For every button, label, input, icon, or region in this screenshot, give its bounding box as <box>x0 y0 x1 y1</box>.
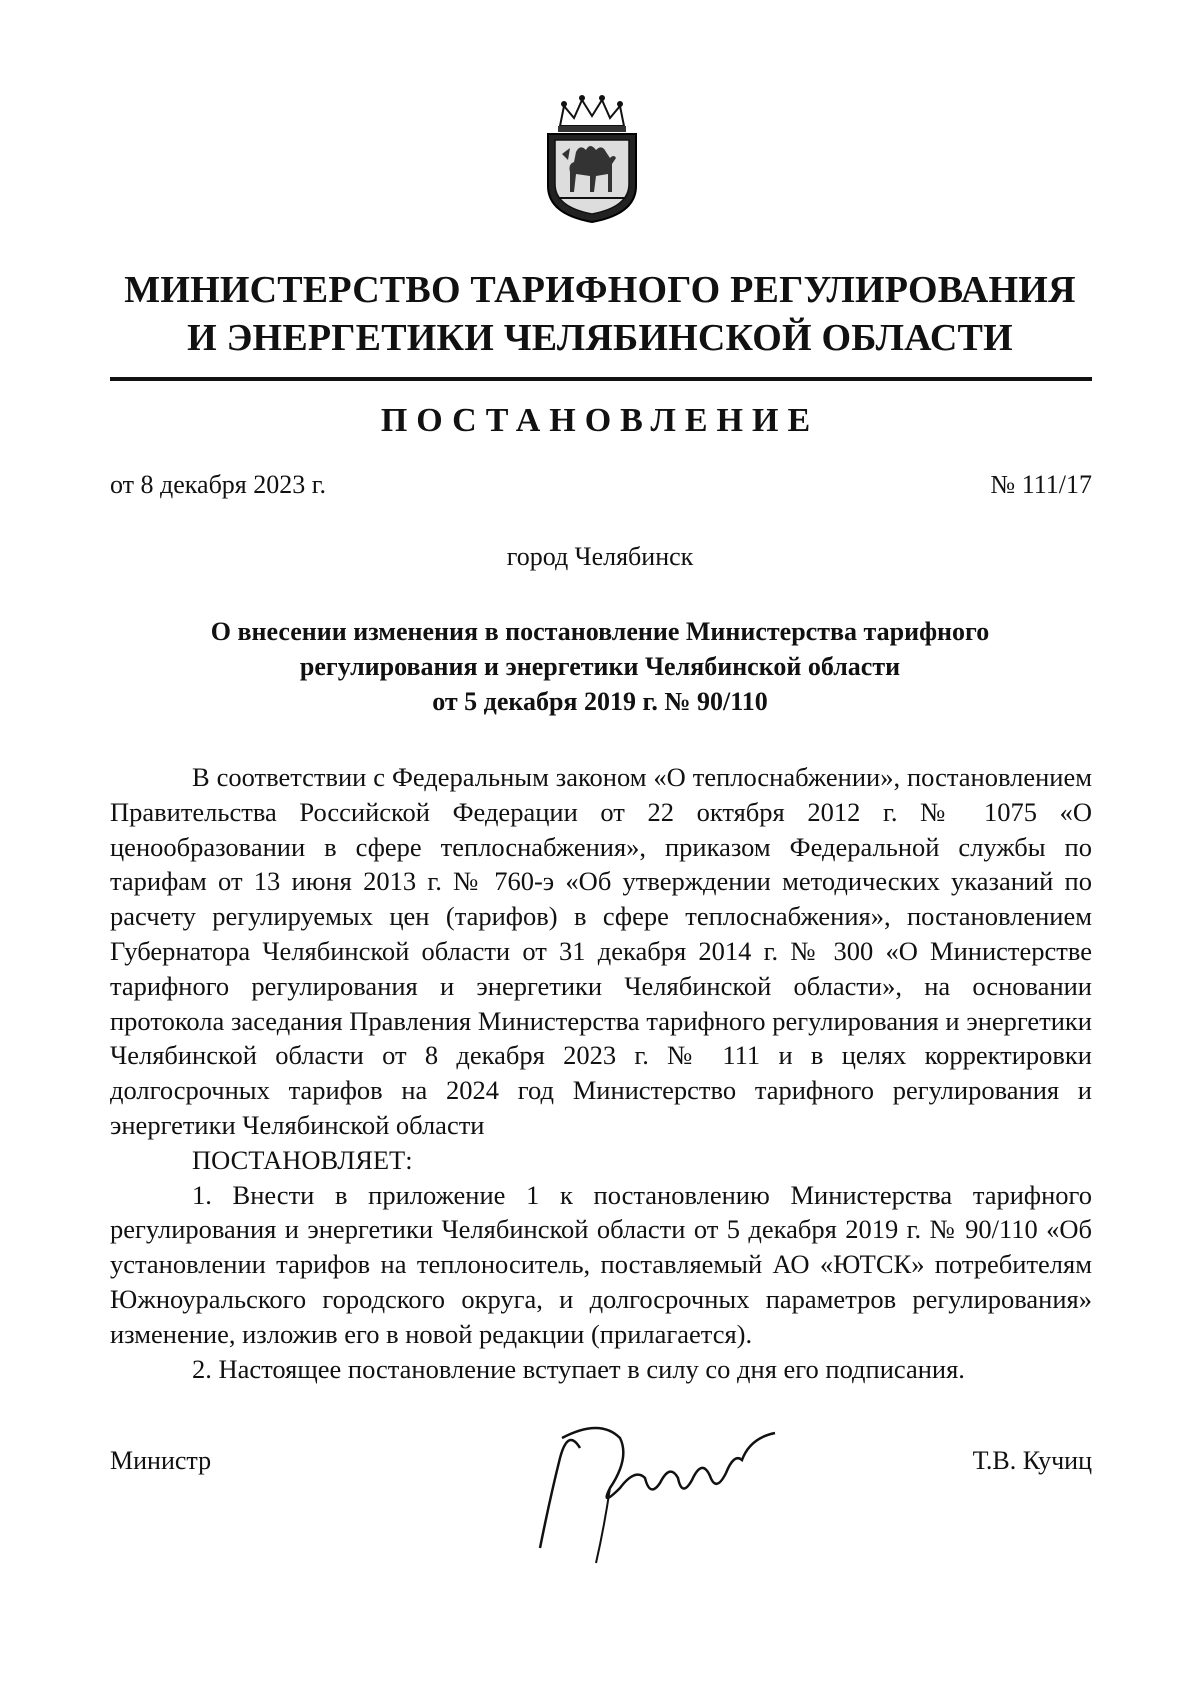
signer-title: Министр <box>110 1446 212 1475</box>
resolution-item-2: 2. Настоящее постановление вступает в силу со дня его подписания. <box>192 1353 965 1384</box>
handwritten-signature <box>520 1398 800 1568</box>
document-city: город Челябинск <box>506 542 694 571</box>
resolution-item-1: 1. Внести в приложение 1 к постановлению Министерства тарифного регулирования и энергетики Челябинской области от 5 декабря 2019 г. № 90/110 «Об установлении тарифов на теплоноситель, поставляемый АО «ЮТСК» потребителям Южноуральского городского округа, и долгосрочных параметров регулирования» изменение, изложив его в новой редакции (прилагается). <box>110 1179 1092 1349</box>
preamble-paragraph: В соответствии с Федеральным законом «О теплоснабжении», постановлением Правительства Российской Федерации от 22 октября 2012 г. № 1075 «О ценообразовании в сфере теплоснабжения», приказом Федеральной службы по тарифам от 13 июня 2013 г. № 760-э «Об утверждении методических указаний по расчету регулируемых цен (тарифов) в сфере теплоснабжения», постановлением Губернатора Челябинской области от 31 декабря 2014 г. № 300 «О Министерстве тарифного регулирования и энергетики Челябинской области», на основании протокола заседания Правления Министерства тарифного регулирования и энергетики Челябинской области от 8 декабря 2023 г. № 111 и в целях корректировки долгосрочных тарифов на 2024 год Министерство тарифного регулирования и энергетики Челябинской области <box>110 762 1092 1140</box>
subject-line2: регулирования и энергетики Челябинской области <box>299 652 901 681</box>
subject-line3: от 5 декабря 2019 г. № 90/110 <box>432 687 768 716</box>
document-number: № 111/17 <box>990 470 1092 499</box>
resolution-keyword: ПОСТАНОВЛЯЕТ: <box>192 1144 413 1175</box>
ministry-name-line2: И ЭНЕРГЕТИКИ ЧЕЛЯБИНСКОЙ ОБЛАСТИ <box>187 317 1013 359</box>
document-type: ПОСТАНОВЛЕНИЕ <box>380 402 820 439</box>
document-date: от 8 декабря 2023 г. <box>110 470 326 499</box>
signer-name: Т.В. Кучиц <box>972 1446 1092 1475</box>
subject-line1: О внесении изменения в постановление Министерства тарифного <box>210 617 990 646</box>
ministry-name-line1: МИНИСТЕРСТВО ТАРИФНОГО РЕГУЛИРОВАНИЯ <box>124 269 1076 311</box>
